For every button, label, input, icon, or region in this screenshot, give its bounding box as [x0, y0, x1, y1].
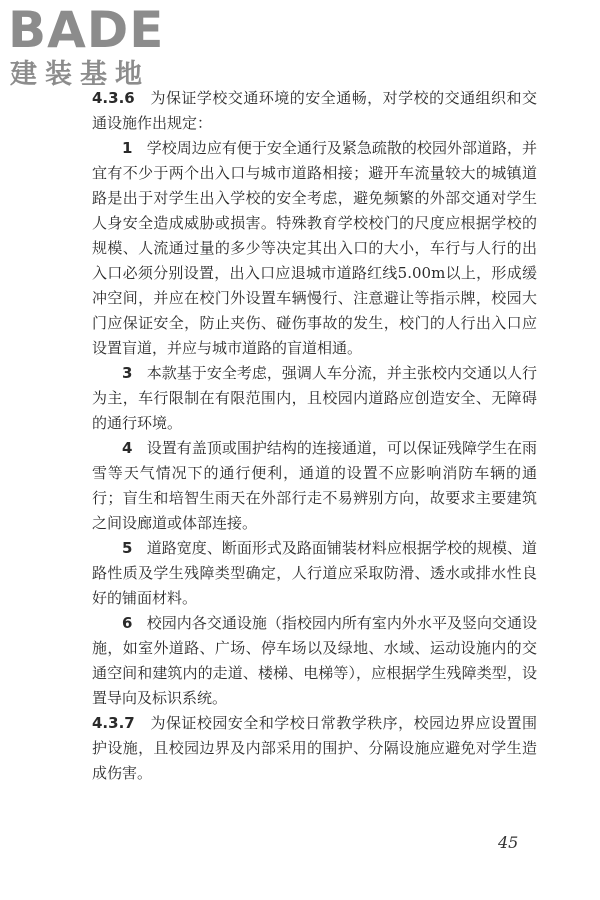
paragraph-6: [92, 611, 537, 711]
paragraph-number: 5: [122, 539, 133, 557]
clause-number: 4.3.7: [92, 714, 135, 732]
bade-logo: [8, 2, 178, 92]
logo-subtitle: 建装基地: [10, 59, 150, 90]
paragraph-5: [92, 536, 537, 611]
paragraph-text: 设置有盖顶或围护结构的连接通道，可以保证残障学生在雨雪等天气情况下的通行便利，通道的设置不应影响消防车辆的通行；盲生和培智生雨天在外部行走不易辨别方向，故要求主要建筑之间设廊道或体部连接。: [92, 439, 537, 532]
paragraph-3: [92, 361, 537, 436]
paragraph-text: 学校周边应有便于安全通行及紧急疏散的校园外部道路，并宜有不少于两个出入口与城市道路相接；避开车流量较大的城镇道路是出于对学生出入学校的安全考虑，避免频繁的外部交通对学生人身安全造成威胁或损害。特殊教育学校校门的尺度应根据学校的规模、人流通过量的多少等决定其出入口的大小，车行与人行的出入口必须分别设置，出入口应退城市道路红线5.00m以上，形成缓冲空间，并应在校门外设置车辆慢行、注意避让等指示牌，校园大门应保证安全，防止夹伤、碰伤事故的发生，校门的人行出入口应设置盲道，并应与城市道路的盲道相通。: [92, 139, 537, 357]
clause-text: 为保证学校交通环境的安全通畅，对学校的交通组织和交通设施作出规定：: [92, 89, 537, 132]
logo-wordmark: BADE: [8, 1, 165, 59]
paragraph-4: [92, 436, 537, 536]
paragraph-text: 本款基于安全考虑，强调人车分流，并主张校内交通以人行为主，车行限制在有限范围内，且校园内道路应创造安全、无障碍的通行环境。: [92, 364, 537, 432]
clause-text: 为保证校园安全和学校日常教学秩序，校园边界应设置围护设施，且校园边界及内部采用的围护、分隔设施应避免对学生造成伤害。: [92, 714, 537, 782]
clause-4-3-7: [92, 711, 537, 786]
paragraph-text: 道路宽度、断面形式及路面铺装材料应根据学校的规模、道路性质及学生残障类型确定，人行道应采取防滑、透水或排水性良好的铺面材料。: [92, 539, 537, 607]
paragraph-1: [92, 136, 537, 361]
document-body: [92, 86, 537, 786]
paragraph-number: 3: [122, 364, 133, 382]
page-number: 45: [498, 833, 519, 852]
paragraph-number: 1: [122, 139, 133, 157]
clause-number: 4.3.6: [92, 89, 135, 107]
paragraph-number: 6: [122, 614, 133, 632]
clause-4-3-6: [92, 86, 537, 136]
paragraph-number: 4: [122, 439, 133, 457]
paragraph-text: 校园内各交通设施（指校园内所有室内外水平及竖向交通设施，如室外道路、广场、停车场以及绿地、水域、运动设施内的交通空间和建筑内的走道、楼梯、电梯等），应根据学生残障类型，设置导向及标识系统。: [92, 614, 537, 707]
